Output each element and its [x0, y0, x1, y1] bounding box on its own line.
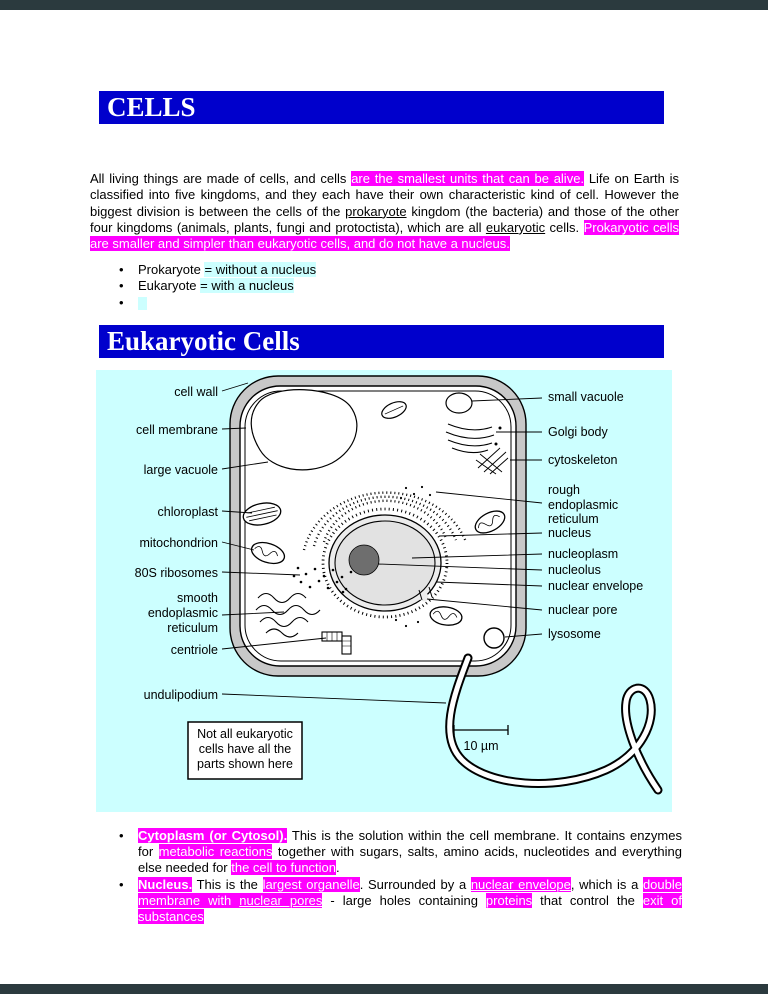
- scale-bar: [454, 725, 508, 753]
- intro-text: Life on Earth is classified into five kingdoms, and they each have their own characteristic kind of cell. However the biggest division is between the cells of the: [90, 171, 680, 219]
- bottom-frame-bar: [0, 984, 768, 994]
- list-item-nucleus: [90, 877, 682, 926]
- label-golgi-body: Golgi body: [548, 425, 608, 439]
- highlighted-text: proteins: [485, 892, 533, 908]
- scale-label: 10 µm: [463, 739, 499, 753]
- highlighted-text: Prokaryotic cells are smaller and simpler than eukaryotic cells, and do not have a nucleus.: [90, 219, 680, 252]
- label-cell-wall: cell wall: [174, 385, 218, 399]
- label-nuclear-envelope: nuclear envelope: [548, 579, 644, 593]
- top-frame-bar: [0, 0, 768, 10]
- label-large-vacuole: large vacuole: [143, 463, 218, 477]
- label-smooth-er: endoplasmic: [147, 606, 218, 620]
- intro-text: cells.: [545, 219, 584, 235]
- highlighted-underlined-term: nuclear envelope: [470, 876, 571, 892]
- section-header-eukaryotic-cells: [99, 325, 664, 358]
- lysosome-shape: [484, 628, 504, 648]
- organelle-name-highlight: Nucleus.: [138, 876, 193, 892]
- label-80s-ribosomes: 80S ribosomes: [134, 566, 218, 580]
- small-vacuole-shape: [446, 393, 472, 413]
- underlined-term: eukaryotic: [485, 219, 546, 235]
- label-rough-er: endoplasmic: [548, 498, 619, 512]
- highlighted-text: the cell to function: [231, 860, 337, 876]
- label-smooth-er: smooth: [177, 591, 218, 605]
- label-nucleoplasm: nucleoplasm: [548, 547, 619, 561]
- section-header-cells: [99, 91, 664, 124]
- label-chloroplast: chloroplast: [157, 505, 218, 519]
- undulipodium-shape: [450, 658, 658, 790]
- bullet-marker: •: [119, 262, 124, 277]
- note-text: . Surrounded by a: [359, 876, 471, 892]
- bullet-marker: •: [119, 876, 124, 892]
- bullet-marker: •: [119, 294, 124, 310]
- definition-highlight: = with a nucleus: [200, 278, 294, 294]
- highlighted-underlined-term: nuclear pores: [239, 892, 323, 908]
- label-centriole: centriole: [170, 643, 218, 657]
- note-box: [188, 722, 302, 779]
- highlighted-text: largest organelle: [262, 876, 360, 892]
- section-title: Eukaryotic Cells: [107, 326, 300, 356]
- label-lysosome: lysosome: [548, 627, 601, 641]
- label-cytoskeleton: cytoskeleton: [548, 453, 618, 467]
- organelle-name-highlight: Cytoplasm (or Cytosol).: [138, 828, 288, 843]
- list-item-eukaryote: [90, 278, 679, 294]
- note-text: , which is a: [570, 876, 643, 892]
- highlighted-text: metabolic reactions: [158, 844, 273, 860]
- note-line: cells have all the: [198, 742, 292, 756]
- highlighted-text: exit of substances: [138, 892, 682, 925]
- label-small-vacuole: small vacuole: [548, 390, 624, 404]
- diagram-panel: [96, 370, 672, 812]
- note-text: that control the: [532, 892, 643, 908]
- note-text: - large holes containing: [322, 892, 486, 908]
- bullet-marker: •: [119, 278, 124, 294]
- note-line: Not all eukaryotic: [197, 727, 293, 741]
- label-mitochondrion: mitochondrion: [139, 536, 218, 550]
- organelle-notes: [90, 828, 682, 925]
- label-cell-membrane: cell membrane: [136, 423, 218, 437]
- label-nucleus: nucleus: [548, 526, 592, 540]
- definition-highlight: = without a nucleus: [204, 262, 317, 277]
- page-title: CELLS: [107, 92, 196, 122]
- note-text: This is the: [192, 876, 263, 892]
- key-points-list: [90, 262, 679, 311]
- underlined-term: prokaryote: [345, 203, 407, 219]
- label-undulipodium: undulipodium: [143, 688, 218, 702]
- term-text: Eukaryote: [138, 278, 201, 294]
- highlighted-text: are the smallest units that can be alive.: [351, 171, 585, 186]
- note-text: together with sugars, salts, amino acids, nucleotides and everything else needed for: [138, 844, 682, 876]
- eukaryotic-cell-diagram: [96, 370, 672, 812]
- note-line: parts shown here: [197, 757, 293, 771]
- list-item-empty: [90, 295, 679, 311]
- label-smooth-er: reticulum: [167, 621, 218, 635]
- list-item-cytoplasm: [90, 828, 682, 877]
- list-item-prokaryote: [90, 262, 679, 278]
- note-text: .: [336, 860, 340, 876]
- label-nuclear-pore: nuclear pore: [548, 603, 618, 617]
- label-rough-er: reticulum: [548, 512, 599, 526]
- label-nucleolus: nucleolus: [548, 563, 601, 577]
- term-text: Prokaryote: [138, 262, 205, 277]
- intro-paragraph: [90, 171, 679, 252]
- empty-highlight-mark: [138, 297, 147, 310]
- note-text: This is the solution within the cell membrane. It contains enzymes for: [138, 828, 682, 860]
- label-rough-er: rough: [548, 483, 580, 497]
- intro-text: All living things are made of cells, and cells: [90, 171, 352, 186]
- nucleolus-shape: [349, 545, 379, 575]
- intro-text: kingdom (the bacteria) and those of the other four kingdoms (animals, plants, fungi and protoctista), which are all: [90, 203, 680, 235]
- highlighted-text: double membrane with: [138, 876, 682, 908]
- bullet-marker: •: [119, 828, 124, 843]
